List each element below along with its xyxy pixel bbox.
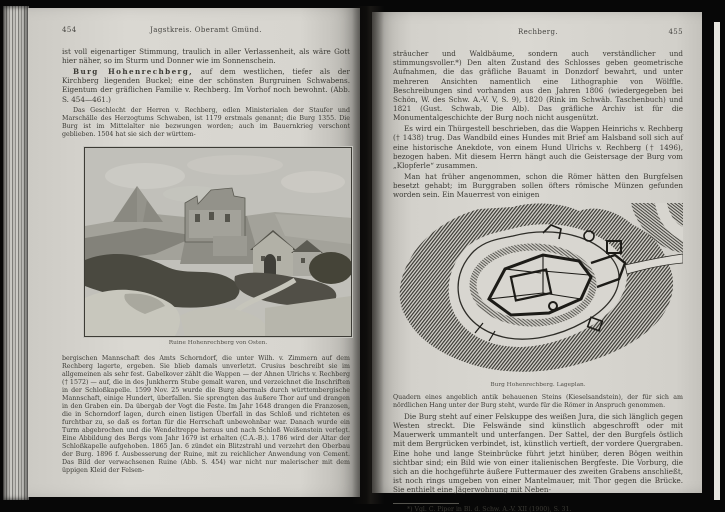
left-page-number: 454 xyxy=(62,26,77,34)
paragraph: sträucher und Waldbäume, sondern auch verständlicher und stimmungsvoller.*) Den alten Zustand des Schlosses geben geometrische Aufnahmen, die das gräfliche Bauamt in Donzdorf bewahrt, und unter mehreren Ansichten namentlich eine Lithographie von Wölffle. Beschreibungen sind vorhanden aus den Jahren 1806 (wiedergegeben bei Schön, W. des Schw. A.-V. V, S. 9), 1820 (Rink im Schwäb. Taschenbuch) und 1821 (Gust. Schwab, Die Alb). Das gräfliche Archiv ist für die Monumentalgeschichte der Burg noch nicht ausgenützt. xyxy=(393,49,683,123)
castle-ruin-photo-image xyxy=(85,148,351,336)
castle-ground-plan-image xyxy=(393,203,683,379)
footnote-separator xyxy=(393,503,459,504)
left-page-content xyxy=(62,26,350,475)
paragraph: Man hat früher angenommen, schon die Römer hätten den Burgfelsen besetzt gehabt; im Burggraben sollen öfters römische Münzen gefunden worden sein. Ein Mauerrest von einigen xyxy=(393,171,683,200)
left-running-title: Jagstkreis. Oberamt Gmünd. xyxy=(150,26,262,34)
castle-ground-plan xyxy=(393,203,683,379)
paragraph-small: bergischen Mannschaft des Amts Schorndorf, die unter Wilh. v. Zimmern auf dem Rechberg lagerte, ergeben. Sie blieb damals unverletzt. Crusius beschreibt sie im allgemeinen als sehr fest. Gabelkover zählt die Wappen — der Ahnen Ulrichs v. Rechberg († 1572) — auf, die in des Junkherrn Stube gemalt waren, und verzeichnet die Inschriften in der Schloßkapelle. 1599 Nov. 25 wurde die Burg abermals durch württembergische Mannschaft, einige Hundert, überfallen. Sie sprengten das äußere Thor auf und drangen in den Graben ein. Da übergab der Vogt die Feste. Im Jahr 1648 drangen die Franzosen, die in Schorndorf lagen, durch einen listigen Überfall in das Schloß und richteten es furchtbar zu, so daß es fortan für die Herrschaft unbewohnbar war. Danach wurde ein Turm abgebrochen und die Wendeltreppe heraus und nach Schloß Weißenstein verlegt. Eine Abbildung des Bergs vom Jahr 1679 ist erhalten (C.A.-B.). 1786 wird der Altar der Schloßkapelle aufgehoben. 1865 Jan. 6 zündet ein Blitzstrahl und verzehrt den Oberbau der Burg. 1896 f. Ausbesserung der Ruine, mit zu reichlicher Anwendung von Cement. Das Bild der verwachsenen Ruine (Abb. S. 454) war nicht nur malerischer mit dem üppigen Kleid der Felsen- xyxy=(62,354,350,474)
castle-ruin-photo xyxy=(84,147,352,337)
footnote: *) Vgl. C. Piper in Bl. d. Schw. A.-V. XII (1900), S. 31. xyxy=(407,505,572,512)
burg-heading: Burg Hohenrechberg, xyxy=(73,66,194,76)
paragraph-small: Das Geschlecht der Herren v. Rechberg, edlen Ministerialen der Staufer und Marschälle des Herzogtums Schwaben, ist 1179 erstmals genannt; die Burg 1355. Die Burg ist im Mittelalter nie bezwungen worden; auch im Bauernkrieg verschont geblieben. 1504 hat sie sich der württem- xyxy=(62,106,350,138)
right-running-title: Rechberg. xyxy=(517,28,559,36)
photo-caption: Ruine Hohenrechberg von Osten. xyxy=(168,339,268,346)
paragraph xyxy=(62,67,350,104)
paragraph-text: auf dem westlichen, tiefer als der Kirchberg liegenden Buckel; eine der schönsten Burgruinen Schwabens. Eigentum der gräflichen Familie v. Rechberg. Im Vorhof noch bewohnt. (Abb. S. 454—461.) xyxy=(62,66,350,104)
left-running-head xyxy=(62,26,350,36)
right-page xyxy=(372,12,702,512)
map-caption: Burg Hohenrechberg. Lageplan. xyxy=(490,382,586,389)
left-page xyxy=(28,8,360,497)
right-page-content xyxy=(393,28,683,512)
paragraph: Die Burg steht auf einer Felskuppe des weißen Jura, die sich länglich gegen Westen streckt. Die Felswände sind künstlich abgeschrofft oder mit Mauerwerk ummantelt und unterfangen. Der Sattel, der den Burgfels östlich mit dem Bergrücken verbindet, ist, künstlich vertieft, der vordere Quergraben. Eine hohe und lange Steinbrücke führt jetzt hinüber, deren Bögen weithin sichtbar sind; ein Bild wie von einer italienischen Bergfeste. Die Vorburg, die sich an die hochgeführte äußere Futtermauer des zweiten Grabens anschließt, ist noch rings umgeben von einer Mantelmauer, mit Thor gegen die Brücke. Sie enthielt eine Jägerwohnung mit Neben- xyxy=(393,411,683,495)
paragraph: ist voll eigenartiger Stimmung, traulich in aller Verlassenheit, als wäre Gott hier näher, so im Sturm und Donner wie im Sonnenschein. xyxy=(62,47,350,66)
scan-edge-strip xyxy=(714,22,720,500)
book-page-edges xyxy=(3,6,29,500)
paragraph: Es wird ein Thürgestell beschrieben, das die Wappen Heinrichs v. Rechberg († 1438) trug. Das Wandbild eines Hundes mit Brief am Halsband soll sich auf eine historische Anekdote, von einem Hund Ulrichs v. Rechberg († 1496), bezogen haben. Mit diesem Herrn hängt auch die Geistersage der Burg vom „Klopferle“ zusammen. xyxy=(393,124,683,170)
right-page-number: 455 xyxy=(668,28,683,36)
paragraph-small: Quadern eines angeblich antik behauenen Steins (Kieselsandstein), der für sich am nördlichen Hang unter der Burg steht, wurde für die Römer in Anspruch genommen. xyxy=(393,394,683,410)
right-running-head xyxy=(393,28,683,38)
